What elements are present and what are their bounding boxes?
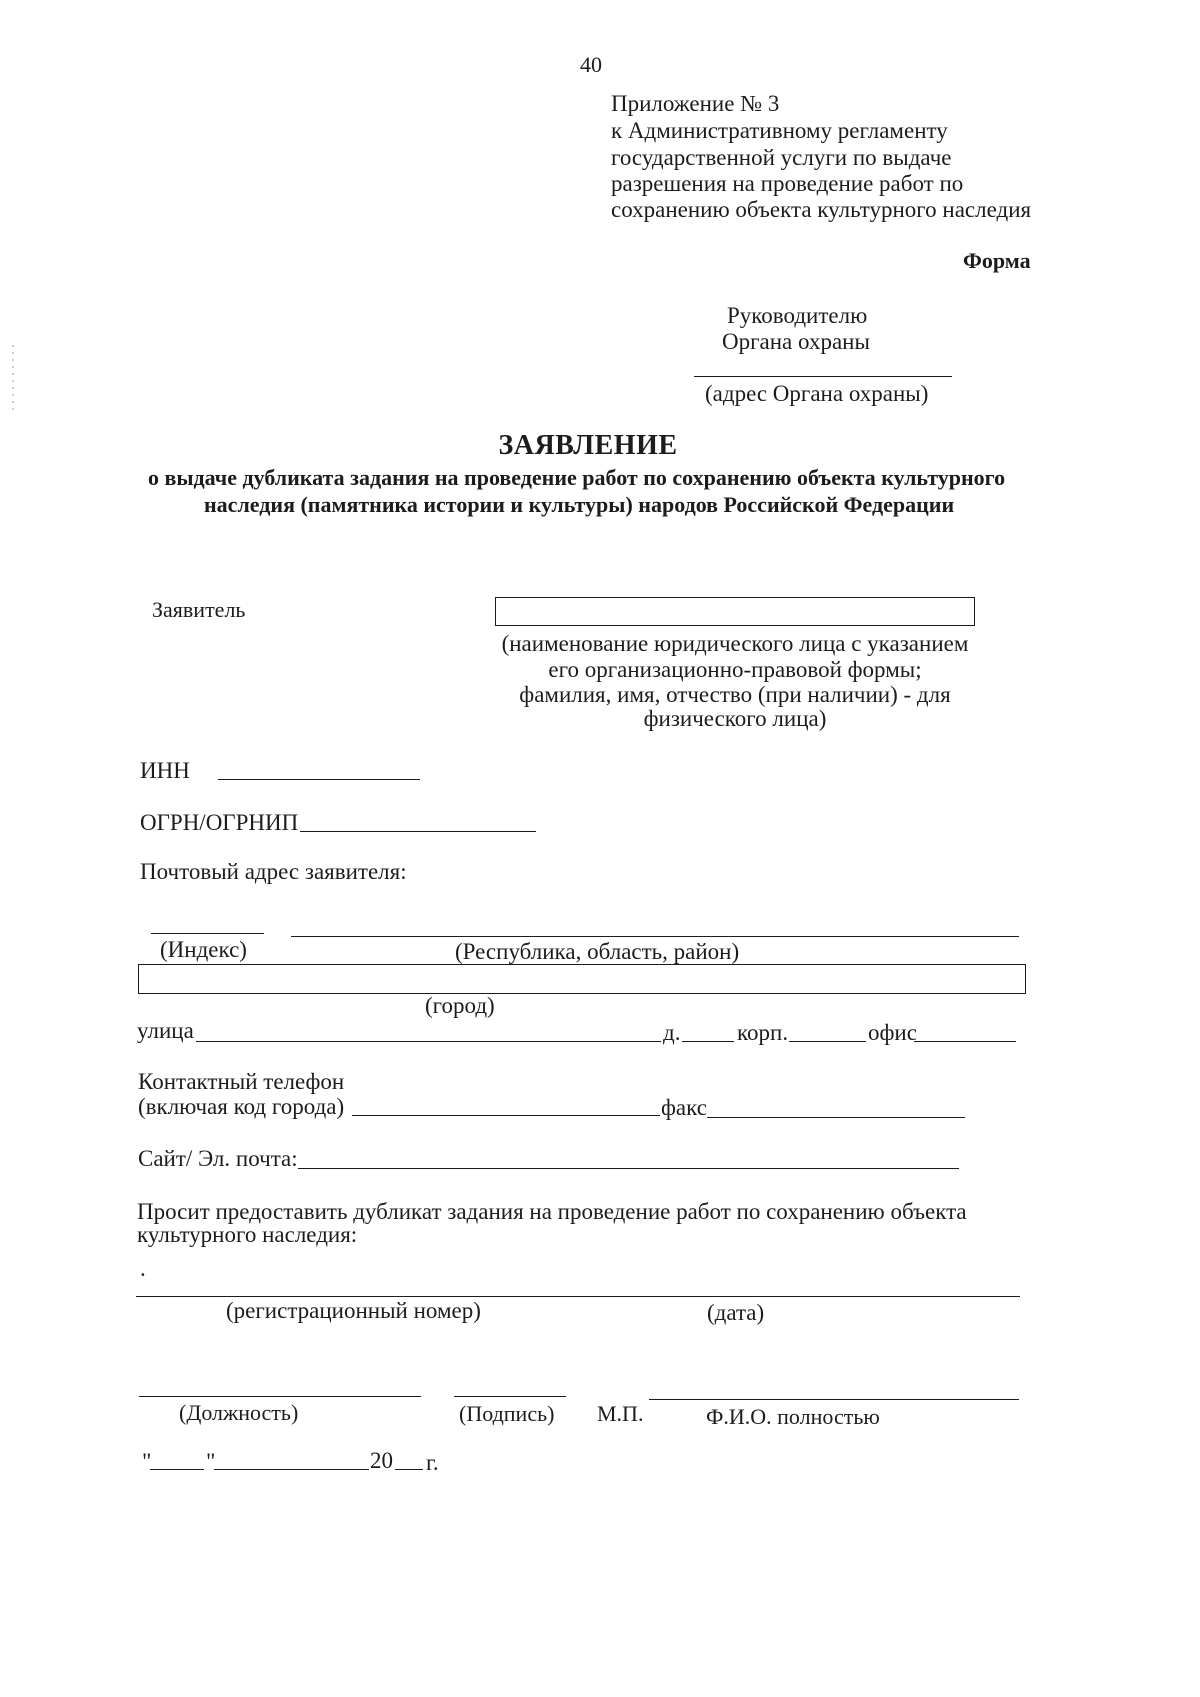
appendix-line-3: государственной услуги по выдаче bbox=[611, 145, 952, 170]
house-label: д. bbox=[663, 1020, 681, 1045]
street-field[interactable] bbox=[196, 1041, 661, 1042]
street-label: улица bbox=[137, 1018, 194, 1043]
stamp-label: М.П. bbox=[597, 1401, 644, 1426]
phone-label-1: Контактный телефон bbox=[138, 1069, 345, 1094]
subtitle-line-1: о выдаче дубликата задания на проведение работ по сохранению объекта культурного bbox=[148, 465, 1006, 490]
signature-field[interactable] bbox=[454, 1396, 566, 1397]
applicant-caption-1: (наименование юридического лица с указанием bbox=[501, 631, 969, 656]
ogrn-field[interactable] bbox=[300, 831, 536, 832]
addressee-address-line[interactable] bbox=[694, 376, 952, 377]
inn-field[interactable] bbox=[218, 779, 420, 780]
signature-caption: (Подпись) bbox=[459, 1401, 555, 1426]
full-name-field[interactable] bbox=[649, 1399, 1019, 1400]
request-line-1: Просит предоставить дубликат задания на проведение работ по сохранению объекта bbox=[137, 1199, 967, 1224]
appendix-line-1: Приложение № 3 bbox=[611, 91, 780, 116]
fax-field[interactable] bbox=[707, 1117, 965, 1118]
date-year-suffix: г. bbox=[426, 1450, 439, 1475]
applicant-caption-3: фамилия, имя, отчество (при наличии) - для bbox=[519, 682, 951, 707]
position-caption: (Должность) bbox=[179, 1400, 299, 1425]
house-field[interactable] bbox=[682, 1041, 734, 1042]
page-number: 40 bbox=[580, 52, 602, 77]
ogrn-label: ОГРН/ОГРНИП bbox=[140, 810, 299, 835]
applicant-field[interactable] bbox=[495, 597, 975, 626]
date-month-field[interactable] bbox=[214, 1469, 369, 1470]
site-label: Сайт/ Эл. почта: bbox=[138, 1146, 298, 1171]
phone-field[interactable] bbox=[352, 1115, 660, 1116]
subtitle-line-2: наследия (памятника истории и культуры) народов Российской Федерации bbox=[204, 492, 955, 517]
addressee-caption: (адрес Органа охраны) bbox=[705, 381, 929, 406]
applicant-label: Заявитель bbox=[152, 597, 246, 622]
office-field[interactable] bbox=[914, 1041, 1016, 1042]
request-dot: . bbox=[140, 1256, 146, 1281]
postal-city-caption: (город) bbox=[425, 993, 495, 1018]
appendix-line-4: разрешения на проведение работ по bbox=[611, 171, 964, 196]
appendix-line-2: к Административному регламенту bbox=[611, 118, 948, 143]
position-field[interactable] bbox=[139, 1396, 421, 1397]
applicant-caption-4: физического лица) bbox=[643, 706, 827, 731]
postal-index-caption: (Индекс) bbox=[160, 937, 247, 962]
scan-edge-marks bbox=[12, 345, 14, 415]
request-line-2: культурного наследия: bbox=[137, 1222, 358, 1247]
date-quote-open: " bbox=[142, 1449, 152, 1474]
postal-region-field[interactable] bbox=[291, 936, 1019, 937]
phone-label-2: (включая код города) bbox=[138, 1094, 345, 1119]
addressee-line-1: Руководителю bbox=[727, 303, 868, 328]
document-title: ЗАЯВЛЕНИЕ bbox=[498, 430, 678, 461]
date-year-field[interactable] bbox=[395, 1469, 423, 1470]
form-label: Форма bbox=[963, 248, 1031, 273]
site-field[interactable] bbox=[298, 1168, 959, 1169]
date-caption: (дата) bbox=[707, 1300, 765, 1325]
date-day-field[interactable] bbox=[150, 1469, 204, 1470]
full-name-caption: Ф.И.О. полностью bbox=[706, 1404, 880, 1429]
date-year-prefix: 20 bbox=[370, 1448, 393, 1473]
postal-label: Почтовый адрес заявителя: bbox=[140, 859, 407, 884]
postal-city-field[interactable] bbox=[138, 964, 1026, 994]
inn-label: ИНН bbox=[140, 758, 190, 783]
office-label: офис bbox=[868, 1020, 917, 1045]
postal-region-caption: (Республика, область, район) bbox=[455, 939, 740, 964]
date-quote-close: " bbox=[206, 1449, 216, 1474]
building-label: корп. bbox=[737, 1020, 789, 1045]
appendix-line-5: сохранению объекта культурного наследия bbox=[611, 197, 1032, 222]
applicant-caption-2: его организационно-правовой формы; bbox=[548, 657, 922, 682]
fax-label: факс bbox=[661, 1095, 707, 1120]
building-field[interactable] bbox=[789, 1041, 866, 1042]
addressee-line-2: Органа охраны bbox=[722, 329, 870, 354]
registration-caption: (регистрационный номер) bbox=[226, 1298, 481, 1323]
postal-index-field[interactable] bbox=[151, 933, 264, 934]
